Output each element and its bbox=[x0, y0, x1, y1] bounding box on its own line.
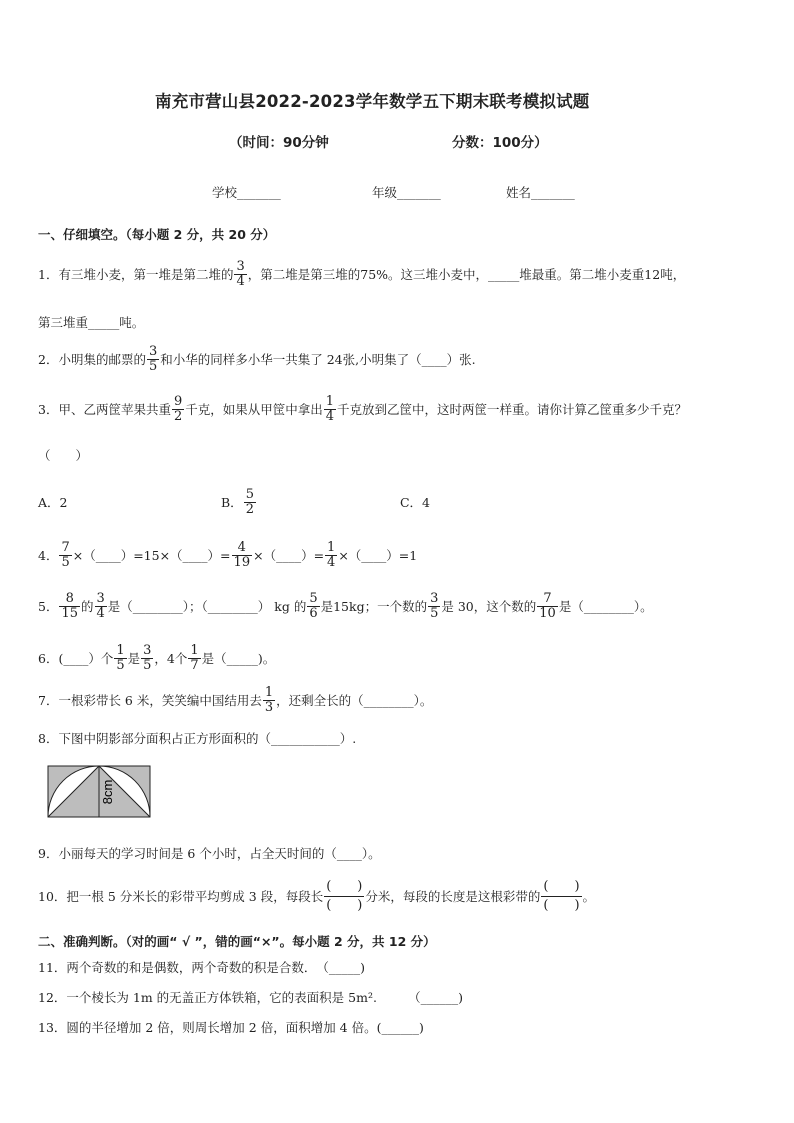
q3-text-b: 千克，如果从甲筐中拿出 bbox=[185, 402, 323, 417]
q3-text-c: 千克放到乙筐中，这时两筐一样重。请你计算乙筐重多少千克？ bbox=[337, 402, 688, 417]
q5-text-c: 是（________）；（________） kg 的 bbox=[107, 599, 307, 614]
q5-text-a: 5． bbox=[38, 599, 59, 614]
q5-fraction-4: $\frac{3}{5}$ bbox=[430, 590, 439, 621]
question-8: 8．下图中阴影部分面积占正方形面积的（___________）. bbox=[38, 731, 357, 746]
q6-fraction-1: $\frac{1}{5}$ bbox=[116, 642, 125, 673]
q10-blank-fraction-1: $\frac{( )}{( )}$ bbox=[326, 878, 363, 913]
name-field: 姓名_______ bbox=[506, 185, 575, 200]
question-12: 12．一个棱长为 1m 的无盖正方体铁箱，它的表面积是 5m². （______) bbox=[38, 990, 464, 1005]
question-3 bbox=[38, 389, 687, 429]
question-10 bbox=[38, 874, 595, 918]
question-2 bbox=[38, 339, 476, 379]
q3-answer-paren: （ ） bbox=[38, 448, 89, 463]
q4-fraction-3: $\frac{1}{4}$ bbox=[327, 539, 336, 570]
q8-semicircle-figure bbox=[46, 764, 152, 820]
q5-text-d: 是15kg；一个数的 bbox=[320, 599, 428, 614]
q2-text-a: 2．小明集的邮票的 bbox=[38, 352, 146, 367]
q7-text-a: 7．一根彩带长 6 米，笑笑编中国结用去 bbox=[38, 693, 262, 708]
section-1-heading: 一、仔细填空。（每小题 2 分，共 20 分） bbox=[38, 227, 276, 242]
q6-fraction-3: $\frac{1}{7}$ bbox=[190, 642, 199, 673]
q3-option-b: B． bbox=[221, 495, 243, 510]
q4-fraction-2: $\frac{4}{19}$ bbox=[233, 539, 251, 570]
q7-text-b: ，还剩全长的（________）。 bbox=[276, 693, 433, 708]
q3-option-a: A．2 bbox=[38, 495, 68, 510]
q3-text-a: 3．甲、乙两筐苹果共重 bbox=[38, 402, 171, 417]
q10-text-b: 分米，每段的长度是这根彩带的 bbox=[365, 889, 541, 904]
question-5 bbox=[38, 586, 653, 626]
q4-text-a: 4． bbox=[38, 548, 59, 563]
q6-text-a: 6．(____）个 bbox=[38, 651, 114, 666]
q6-text-c: ，4个 bbox=[154, 651, 188, 666]
q4-text-d: ×（____）=1 bbox=[338, 548, 418, 563]
q10-text-c: 。 bbox=[582, 889, 596, 904]
grade-field: 年级_______ bbox=[372, 185, 441, 200]
q3-option-b-fraction: $\frac{5}{2}$ bbox=[245, 486, 254, 517]
exam-time: （时间：90分钟 bbox=[229, 135, 329, 151]
question-11: 11．两个奇数的和是偶数，两个奇数的积是合数． （_____) bbox=[38, 960, 366, 975]
q1-text-a: 1．有三堆小麦，第一堆是第二堆的 bbox=[38, 267, 234, 282]
question-7 bbox=[38, 680, 432, 720]
question-13: 13．圆的半径增加 2 倍，则周长增加 2 倍，面积增加 4 倍。(______) bbox=[38, 1020, 424, 1035]
q6-text-d: 是（_____)。 bbox=[201, 651, 276, 666]
exam-score: 分数：100分） bbox=[452, 135, 548, 151]
q6-fraction-2: $\frac{3}{5}$ bbox=[143, 642, 152, 673]
q4-text-c: ×（____）= bbox=[253, 548, 325, 563]
question-1 bbox=[38, 254, 685, 294]
q1-fraction: $\frac{3}{4}$ bbox=[236, 258, 245, 289]
question-6 bbox=[38, 638, 275, 678]
q5-fraction-3: $\frac{5}{6}$ bbox=[309, 590, 318, 621]
q6-text-b: 是 bbox=[127, 651, 141, 666]
q5-fraction-2: $\frac{3}{4}$ bbox=[96, 590, 105, 621]
q3-fraction-2: $\frac{1}{4}$ bbox=[325, 393, 335, 424]
q3-option-c: C．4 bbox=[399, 495, 430, 510]
q5-text-b: 的 bbox=[81, 599, 94, 614]
q10-text-a: 10．把一根 5 分米长的彩带平均剪成 3 段，每段长 bbox=[38, 889, 324, 904]
page-title: 南充市营山县2022-2023学年数学五下期末联考模拟试题 bbox=[155, 92, 590, 111]
q10-blank-fraction-2: $\frac{( )}{( )}$ bbox=[543, 878, 580, 913]
q4-fraction-1: $\frac{7}{5}$ bbox=[61, 539, 70, 570]
school-field: 学校_______ bbox=[212, 185, 281, 200]
figure-label: 8cm bbox=[100, 779, 115, 805]
question-4 bbox=[38, 535, 417, 575]
q5-text-e: 是 30，这个数的 bbox=[441, 599, 537, 614]
q5-fraction-1: $\frac{8}{15}$ bbox=[61, 590, 78, 621]
question-9: 9．小丽每天的学习时间是 6 个小时，占全天时间的（____）。 bbox=[38, 846, 381, 861]
q4-text-b: ×（____）=15×（____）= bbox=[72, 548, 231, 563]
q1-text-b: ，第二堆是第三堆的75%。这三堆小麦中，_____堆最重。第二堆小麦重12吨， bbox=[247, 267, 686, 282]
q5-text-f: 是（________）。 bbox=[558, 599, 653, 614]
q7-fraction: $\frac{1}{3}$ bbox=[264, 684, 274, 715]
q2-text-b: 和小华的同样多小华一共集了 24张,小明集了（____）张. bbox=[160, 352, 476, 367]
q5-fraction-5: $\frac{7}{10}$ bbox=[539, 590, 556, 621]
section-2-heading: 二、准确判断。（对的画“ √ ”，错的画“×”。每小题 2 分，共 12 分） bbox=[38, 934, 436, 949]
q1-text-c: 第三堆重_____吨。 bbox=[38, 315, 145, 330]
q3-fraction-1: $\frac{9}{2}$ bbox=[173, 393, 183, 424]
q3-options bbox=[38, 482, 430, 522]
q2-fraction: $\frac{3}{5}$ bbox=[148, 343, 158, 374]
